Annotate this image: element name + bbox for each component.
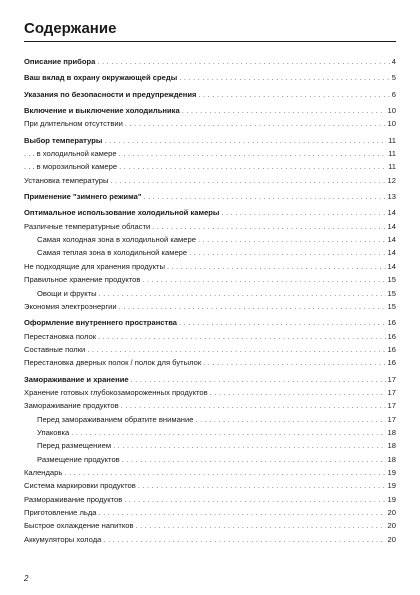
toc-entry <box>24 373 396 386</box>
toc-entry-page: 11 <box>388 149 396 159</box>
toc-entry-title: Оформление внутреннего пространства <box>24 318 178 328</box>
toc-entry-title: Быстрое охлаждение напитков <box>24 521 134 531</box>
toc-entry-page: 10 <box>387 119 396 129</box>
toc-entry-title: Размещение продуктов <box>37 454 120 464</box>
toc-entry <box>24 134 396 147</box>
toc-entry <box>24 316 396 329</box>
toc-leader-dots <box>110 174 385 187</box>
toc-leader-dots <box>87 343 385 356</box>
toc-entry-title: Не подходящие для хранения продукты <box>24 261 165 271</box>
toc-leader-dots <box>124 493 385 506</box>
toc-entry-page: 15 <box>387 275 396 285</box>
toc-leader-dots <box>210 386 386 399</box>
toc-entry-title: Выбор температуры <box>24 135 103 145</box>
toc-entry <box>24 466 396 479</box>
toc-entry-page: 13 <box>387 192 396 202</box>
toc-entry-page: 15 <box>387 301 396 311</box>
toc-entry-title: Замораживание и хранение <box>24 374 129 384</box>
toc-entry <box>24 233 396 246</box>
toc-entry-title: Система маркировки продуктов <box>24 481 136 491</box>
toc-entry-page: 11 <box>388 135 396 145</box>
toc-leader-dots <box>143 190 385 203</box>
toc-entry-title: Календарь <box>24 467 63 477</box>
toc-leader-dots <box>99 506 386 519</box>
toc-leader-dots <box>203 356 385 369</box>
toc-entry <box>24 174 396 187</box>
toc-entry-title: Перестановка дверных полок / полок для бутылок <box>24 358 202 368</box>
toc-entry-title: Аккумуляторы холода <box>24 534 102 544</box>
toc-entry-page: 16 <box>387 358 396 368</box>
toc-entry-page: 4 <box>391 57 396 66</box>
toc-entry-page: 19 <box>387 467 396 477</box>
toc-leader-dots <box>99 287 386 300</box>
toc-entry-page: 17 <box>387 401 396 411</box>
toc-leader-dots <box>64 466 385 479</box>
toc-leader-dots <box>122 453 386 466</box>
toc-leader-dots <box>104 134 386 147</box>
toc-entry-title: Упаковка <box>37 427 70 437</box>
toc-leader-dots <box>221 206 385 219</box>
toc-entry-page: 18 <box>387 427 396 437</box>
toc-leader-dots <box>142 273 385 286</box>
toc-entry-title: Различные температурные области <box>24 221 151 231</box>
toc-entry-title: Включение и выключение холодильника <box>24 106 180 116</box>
toc-entry-title: Самая холодная зона в холодильной камере <box>37 235 196 245</box>
toc-leader-dots <box>136 519 386 532</box>
toc-leader-dots <box>179 71 390 84</box>
toc-entry <box>24 88 396 101</box>
toc-entry-title: Перед размещением <box>37 441 112 451</box>
toc-entry-page: 11 <box>388 162 396 172</box>
toc-entry <box>24 71 396 84</box>
table-of-contents <box>24 55 396 546</box>
toc-entry <box>24 413 396 426</box>
toc-entry-title: . . . в холодильной камере <box>24 149 117 159</box>
toc-leader-dots <box>103 533 385 546</box>
toc-entry-page: 6 <box>391 89 396 99</box>
toc-entry-page: 19 <box>387 494 396 504</box>
toc-entry-title: Указания по безопасности и предупреждения <box>24 89 197 99</box>
toc-entry-page: 10 <box>387 106 396 116</box>
toc-leader-dots <box>179 316 386 329</box>
toc-leader-dots <box>121 399 386 412</box>
toc-entry-title: Перед замораживанием обратите внимание <box>37 414 194 424</box>
toc-leader-dots <box>182 104 386 117</box>
toc-leader-dots <box>138 479 386 492</box>
toc-entry-title: Составные полки <box>24 344 86 354</box>
toc-entry-page: 20 <box>387 521 396 531</box>
toc-entry-title: Приготовление льда <box>24 508 97 517</box>
toc-leader-dots <box>98 330 386 343</box>
toc-entry-page: 20 <box>387 508 396 517</box>
toc-entry <box>24 356 396 369</box>
toc-entry <box>24 220 396 233</box>
toc-entry <box>24 426 396 439</box>
toc-entry-page: 17 <box>387 387 396 397</box>
toc-leader-dots <box>198 233 386 246</box>
toc-entry <box>24 206 396 219</box>
toc-entry-page: 16 <box>387 331 396 341</box>
toc-entry-title: Правильное хранение продуктов <box>24 275 141 285</box>
toc-entry-page: 17 <box>387 374 396 384</box>
toc-entry <box>24 273 396 286</box>
toc-entry-page: 14 <box>387 261 396 271</box>
toc-entry <box>24 479 396 492</box>
toc-leader-dots <box>113 439 385 452</box>
toc-leader-dots <box>125 117 386 130</box>
toc-entry-title: Оптимальное использование холодильной камеры <box>24 208 220 218</box>
toc-entry <box>24 493 396 506</box>
toc-entry <box>24 160 396 173</box>
page-title: Содержание <box>24 20 396 42</box>
toc-entry <box>24 190 396 203</box>
page-number: 2 <box>24 574 29 583</box>
toc-entry <box>24 533 396 546</box>
toc-leader-dots <box>119 147 387 160</box>
toc-leader-dots <box>167 260 386 273</box>
toc-entry-page: 14 <box>387 208 396 218</box>
toc-entry-title: Самая теплая зона в холодильной камере <box>37 248 188 258</box>
toc-entry-title: Замораживание продуктов <box>24 401 119 411</box>
toc-entry <box>24 343 396 356</box>
toc-entry-title: Овощи и фрукты <box>37 288 97 298</box>
toc-leader-dots <box>131 373 386 386</box>
toc-entry-page: 18 <box>387 441 396 451</box>
toc-entry-title: Размораживание продуктов <box>24 494 123 504</box>
toc-entry <box>24 246 396 259</box>
toc-entry-page: 14 <box>387 221 396 231</box>
toc-entry-title: Хранение готовых глубокозамороженных продуктов <box>24 387 208 397</box>
toc-entry-title: Описание прибора <box>24 57 96 66</box>
toc-entry-page: 5 <box>391 73 396 83</box>
toc-leader-dots <box>71 426 385 439</box>
toc-entry <box>24 300 396 313</box>
toc-entry <box>24 147 396 160</box>
toc-entry-page: 16 <box>387 344 396 354</box>
toc-entry-title: . . . в морозильной камере <box>24 162 118 172</box>
toc-entry <box>24 506 396 519</box>
toc-entry-page: 20 <box>387 534 396 544</box>
toc-leader-dots <box>152 220 385 233</box>
toc-leader-dots <box>97 55 389 68</box>
toc-entry-title: Перестановка полок <box>24 331 97 341</box>
toc-entry <box>24 453 396 466</box>
toc-entry-title: Применение "зимнего режима" <box>24 192 142 202</box>
toc-entry-page: 19 <box>387 481 396 491</box>
toc-entry <box>24 104 396 117</box>
toc-leader-dots <box>198 88 389 101</box>
toc-entry <box>24 330 396 343</box>
toc-entry-page: 15 <box>387 288 396 298</box>
toc-entry <box>24 287 396 300</box>
toc-entry-title: При длительном отсутствии <box>24 119 123 129</box>
toc-entry-title: Экономия электроэнергии <box>24 301 117 311</box>
toc-entry-page: 17 <box>387 414 396 424</box>
toc-leader-dots <box>119 300 386 313</box>
toc-entry-title: Установка температуры <box>24 175 109 185</box>
toc-entry-page: 18 <box>387 454 396 464</box>
toc-leader-dots <box>189 246 385 259</box>
toc-entry <box>24 386 396 399</box>
toc-entry-page: 16 <box>387 318 396 328</box>
toc-entry-page: 14 <box>387 235 396 245</box>
toc-entry <box>24 439 396 452</box>
toc-entry-page: 14 <box>387 248 396 258</box>
toc-entry <box>24 55 396 68</box>
toc-entry <box>24 399 396 412</box>
toc-entry <box>24 117 396 130</box>
toc-leader-dots <box>195 413 385 426</box>
toc-leader-dots <box>119 160 386 173</box>
toc-entry-title: Ваш вклад в охрану окружающей среды <box>24 73 178 83</box>
toc-entry <box>24 260 396 273</box>
toc-entry <box>24 519 396 532</box>
toc-entry-page: 12 <box>387 175 396 185</box>
